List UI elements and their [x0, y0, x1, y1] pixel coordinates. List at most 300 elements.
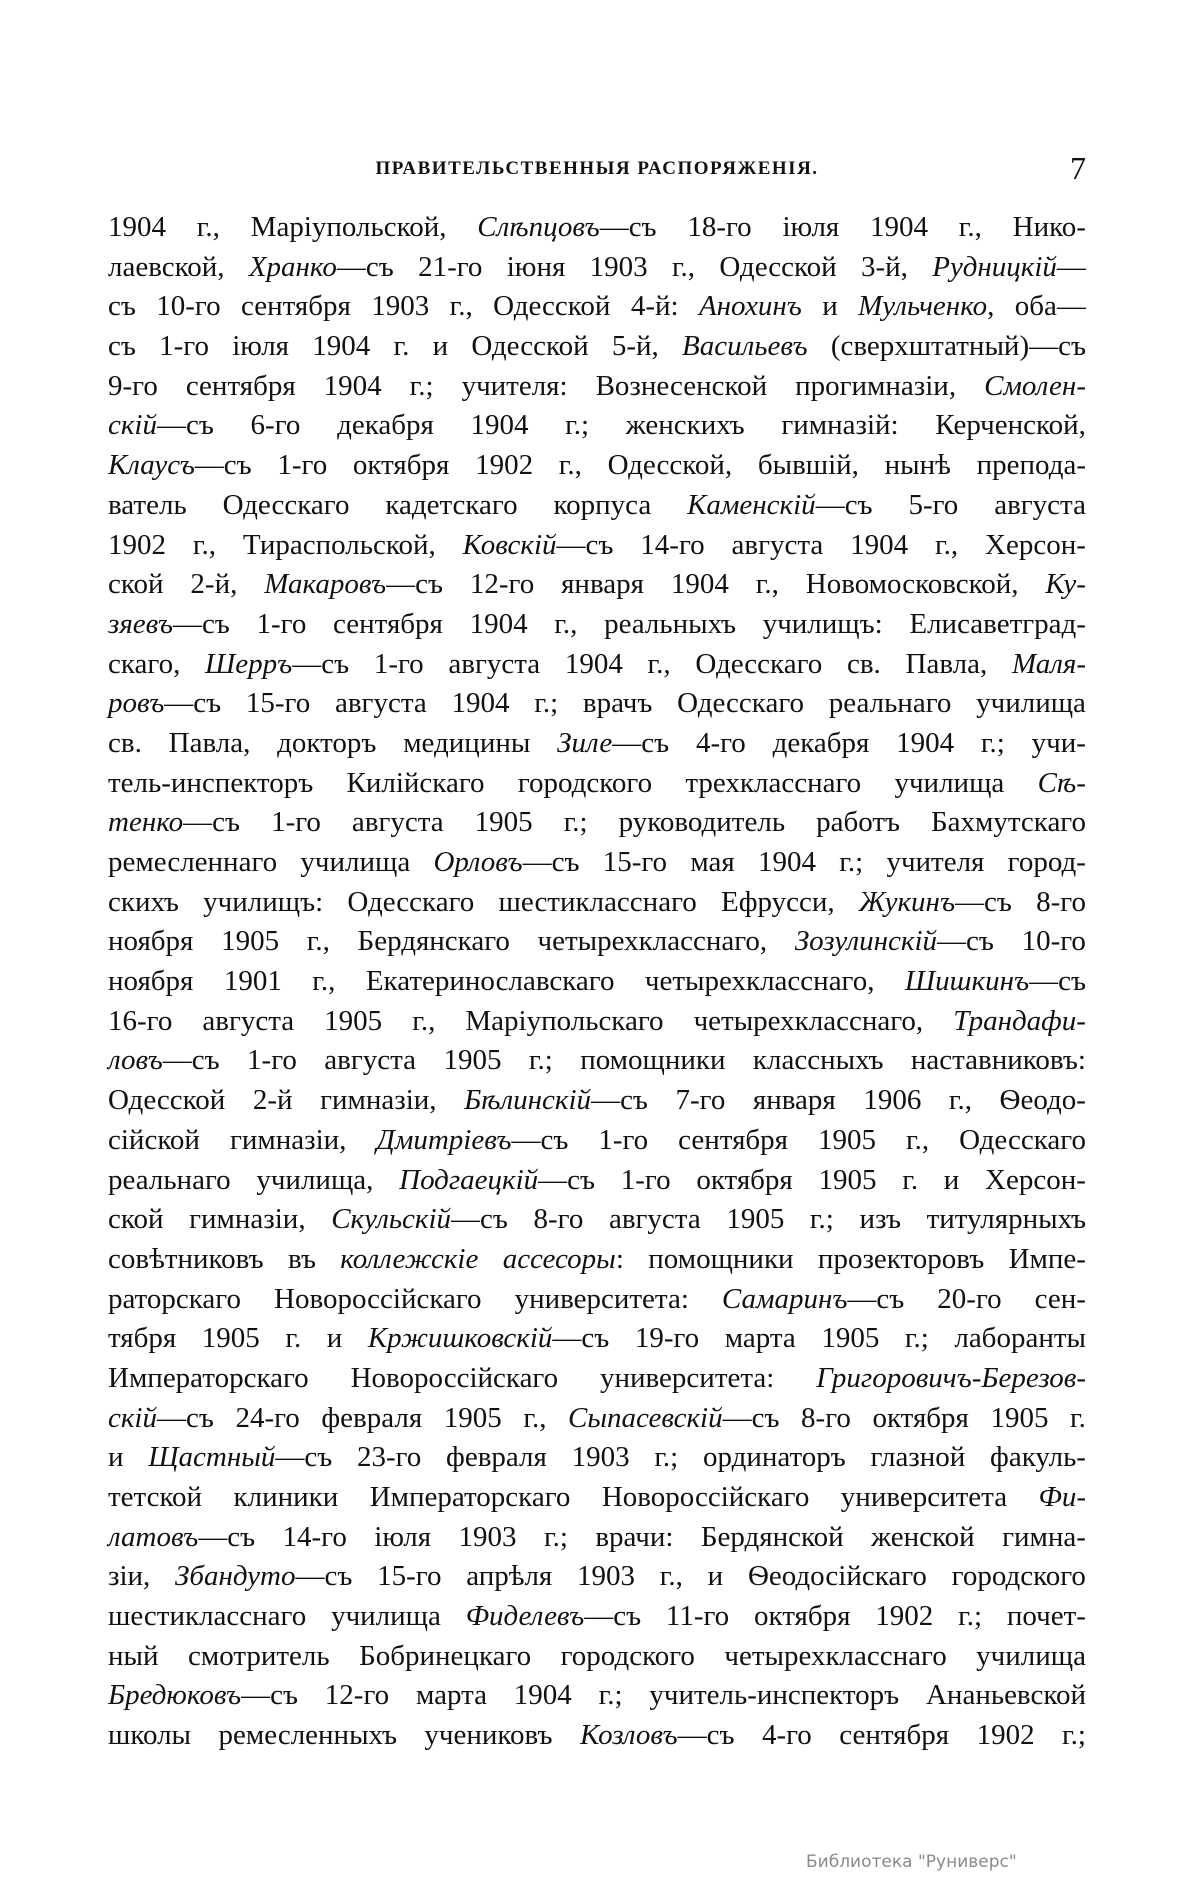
word — [719, 248, 836, 288]
text-run: 1904 — [470, 409, 529, 442]
word — [603, 843, 667, 883]
word — [443, 1041, 501, 1081]
word — [358, 922, 510, 962]
text-run: св. — [108, 726, 142, 759]
text-run: училища, — [256, 1163, 374, 1196]
word — [753, 1041, 884, 1081]
text-run: г. — [393, 330, 410, 363]
text-run: лаевской, — [108, 250, 225, 283]
word — [937, 1280, 1001, 1320]
text-run: 1905 — [443, 1044, 502, 1077]
word — [1022, 922, 1086, 962]
word — [347, 764, 485, 804]
word — [247, 1041, 297, 1081]
text-run: городского — [560, 1639, 695, 1672]
word — [870, 208, 928, 248]
text-run: 1902 — [875, 1600, 934, 1633]
word — [666, 1597, 729, 1637]
word — [249, 248, 394, 288]
text-run: 11-го — [665, 1600, 730, 1633]
text-run: 10-го — [156, 290, 221, 323]
text-run: город- — [1007, 846, 1086, 878]
text-run: гимназіи, — [189, 1203, 306, 1236]
word — [958, 1597, 982, 1637]
text-run: —съ — [336, 250, 394, 283]
text-run: г., — [647, 647, 671, 680]
italic-name: Кржишковскій — [367, 1322, 553, 1355]
word — [108, 208, 166, 248]
text-run: училищъ: — [203, 885, 324, 918]
word — [773, 724, 870, 764]
italic-name: Самаринъ — [721, 1282, 848, 1315]
text-run: школы — [108, 1719, 192, 1752]
text-run: 1903 — [589, 250, 648, 283]
word — [1002, 1518, 1086, 1558]
word — [645, 962, 875, 1002]
word — [829, 684, 952, 724]
word — [433, 327, 449, 367]
text-run: 21-го — [418, 250, 483, 283]
word — [953, 1002, 1086, 1042]
text-run: глазной — [870, 1441, 966, 1474]
word — [580, 1041, 725, 1081]
text-run: 12-го — [324, 1679, 390, 1712]
text-line — [108, 248, 1086, 288]
text-run: ремесленныхъ — [218, 1719, 397, 1752]
text-run: кадетскаго — [385, 488, 518, 521]
text-run: помощники — [580, 1044, 726, 1077]
text-run: —съ — [522, 846, 580, 878]
word — [366, 962, 615, 1002]
text-run: 15-го — [602, 846, 668, 878]
text-run: и — [943, 1163, 960, 1196]
text-run: г.; — [598, 1679, 623, 1712]
text-run: 1903 — [571, 1441, 630, 1474]
word — [561, 565, 644, 605]
word — [471, 327, 588, 367]
text-run: учи- — [1031, 726, 1086, 759]
text-run: —съ — [157, 1401, 214, 1434]
text-run: 7-го — [675, 1084, 726, 1117]
word — [412, 1002, 435, 1042]
word — [781, 406, 898, 446]
word — [981, 724, 1005, 764]
text-run: Вознесенской — [595, 369, 768, 402]
text-run: съ — [108, 330, 136, 363]
word — [635, 1319, 699, 1359]
italic-name: латовъ — [108, 1520, 199, 1553]
word — [565, 406, 589, 446]
word — [544, 1518, 568, 1558]
italic-name: Григоровичъ-Березов- — [816, 1361, 1086, 1394]
text-run: —съ — [591, 1084, 648, 1117]
text-run: 1901 — [223, 965, 282, 998]
word — [169, 724, 251, 764]
text-run: 1905 — [474, 806, 533, 839]
word — [108, 1637, 159, 1677]
text-run: нынѣ — [884, 449, 951, 482]
text-run: г. — [902, 1163, 919, 1196]
text-run: г., — [306, 925, 330, 958]
word — [470, 565, 534, 605]
word — [886, 843, 984, 883]
text-line — [108, 1002, 1086, 1042]
text-run: сентября — [185, 369, 296, 402]
word — [721, 883, 835, 923]
text-line — [108, 565, 1086, 605]
text-run: г.; — [543, 1520, 568, 1553]
text-run: Одесскаго — [347, 885, 475, 918]
text-run: Бахмутскаго — [931, 806, 1086, 839]
word — [626, 406, 745, 446]
italic-name: коллежскіе — [340, 1242, 479, 1275]
text-run: г., — [905, 1123, 930, 1156]
word — [976, 684, 1086, 724]
word — [810, 1200, 834, 1240]
text-run: октября — [872, 1401, 969, 1434]
text-line — [108, 208, 1086, 248]
text-run: 5-го — [908, 488, 959, 521]
word — [660, 1557, 683, 1597]
text-run: 1905 — [726, 1203, 785, 1236]
text-run: г., — [935, 528, 959, 561]
text-run: Императорскаго — [108, 1361, 309, 1394]
word — [763, 605, 883, 645]
text-run: —съ — [1029, 965, 1086, 998]
italic-name: Сыпасевскій — [568, 1401, 723, 1434]
text-run: 9-го — [108, 369, 158, 402]
word — [687, 486, 872, 526]
text-run: Херсон- — [985, 1163, 1086, 1196]
word — [602, 1478, 810, 1518]
text-run: четырехкласснаго, — [693, 1004, 924, 1037]
text-run: г., — [449, 290, 473, 323]
text-run: лаборанты — [954, 1322, 1086, 1355]
text-run: августа — [351, 806, 444, 839]
word — [649, 1676, 899, 1716]
word — [108, 645, 180, 685]
text-run: г., — [312, 965, 336, 998]
text-run: 4-й: — [630, 290, 679, 323]
word — [599, 1676, 623, 1716]
text-run: училища — [976, 1639, 1086, 1672]
word — [748, 1557, 927, 1597]
word — [959, 1121, 1086, 1161]
word — [631, 287, 679, 327]
word — [841, 1478, 1007, 1518]
word — [677, 684, 804, 724]
word — [108, 1359, 309, 1399]
text-run: Одесской — [493, 290, 611, 323]
page-number: 7 — [1070, 150, 1086, 186]
word — [450, 287, 473, 327]
text-run: Одесскаго — [677, 687, 804, 720]
word — [224, 962, 282, 1002]
text-run: — — [1056, 250, 1086, 283]
word — [538, 922, 768, 962]
text-run: Ѳеодосійскаго — [747, 1560, 927, 1593]
text-line — [108, 486, 1086, 526]
italic-name: скій — [108, 1401, 157, 1434]
text-line — [108, 1676, 1086, 1716]
word — [944, 1161, 960, 1201]
text-run: реальнаго — [108, 1163, 231, 1196]
word — [726, 1200, 784, 1240]
italic-name: Бредюковъ — [108, 1679, 242, 1712]
word — [708, 1557, 724, 1597]
text-run: ватель — [108, 488, 187, 521]
word — [327, 1319, 343, 1359]
text-run: г., — [958, 211, 982, 243]
text-line — [108, 1399, 1086, 1439]
text-line — [108, 922, 1086, 962]
text-line — [108, 1041, 1086, 1081]
italic-name: ассесоры — [502, 1242, 616, 1275]
word — [801, 1399, 851, 1439]
text-run: г.; — [565, 409, 590, 442]
word — [202, 1002, 294, 1042]
word — [462, 367, 568, 407]
text-run: и — [432, 330, 449, 363]
text-run: 18-го — [687, 211, 752, 243]
word — [241, 287, 351, 327]
text-run: и — [822, 290, 838, 323]
text-run: городского — [951, 1560, 1086, 1593]
text-run: сентября — [678, 1123, 789, 1156]
word — [818, 1121, 876, 1161]
text-run: ноября — [108, 925, 194, 958]
text-run: 1905 — [821, 1322, 880, 1355]
text-run: Елисаветград- — [909, 607, 1086, 640]
text-run: —съ — [722, 1401, 780, 1434]
text-run: Бердянской — [700, 1520, 844, 1553]
word — [340, 1240, 478, 1280]
text-run: Тираспольской, — [242, 528, 436, 561]
text-run: августа — [334, 687, 427, 720]
text-run: 1904 — [564, 647, 623, 680]
word — [1045, 565, 1086, 605]
text-line — [108, 1280, 1086, 1320]
word — [232, 327, 289, 367]
word — [756, 565, 779, 605]
text-run: —съ — [815, 488, 873, 521]
word — [475, 446, 533, 486]
word — [186, 367, 296, 407]
word — [307, 922, 330, 962]
word — [493, 287, 610, 327]
word — [871, 1438, 966, 1478]
text-run: шестикласснаго — [498, 885, 697, 918]
text-run: 1-го — [620, 1163, 671, 1196]
text-run: г.; — [1062, 1719, 1086, 1752]
word — [251, 208, 447, 248]
text-run: и — [108, 1441, 124, 1474]
text-run: —съ — [847, 1282, 905, 1315]
text-run: реальныхъ — [604, 607, 737, 640]
word — [590, 248, 648, 288]
word — [205, 645, 349, 685]
text-line — [108, 764, 1086, 804]
text-line — [108, 1359, 1086, 1399]
text-run: гимназіи, — [320, 1084, 437, 1117]
word — [725, 1319, 796, 1359]
text-run: Павла, — [168, 726, 251, 759]
word — [902, 1161, 918, 1201]
text-run: г.; — [958, 1600, 983, 1633]
word — [274, 1280, 482, 1320]
word — [831, 327, 1086, 367]
word — [818, 1240, 984, 1280]
text-run: 1905 — [324, 1004, 383, 1037]
text-run: Императорскаго — [369, 1481, 571, 1513]
text-run: бывшій, — [757, 449, 859, 482]
text-line — [108, 645, 1086, 685]
italic-name: Скульскій — [331, 1203, 452, 1236]
italic-name: Бѣлинскій — [464, 1084, 592, 1117]
word — [695, 645, 822, 685]
text-run: мая — [690, 846, 735, 878]
text-run: училища — [331, 1600, 441, 1633]
text-run: г. — [285, 1322, 302, 1355]
text-run: 1-го — [277, 449, 328, 482]
text-run: —съ — [677, 1719, 735, 1752]
word — [722, 1280, 904, 1320]
text-run: 8-го — [1036, 885, 1086, 918]
word — [347, 883, 474, 923]
word — [932, 248, 1086, 288]
text-run: Одесскаго — [959, 1123, 1086, 1156]
text-run: г., — [671, 250, 696, 283]
word — [203, 883, 323, 923]
text-run: 1903 — [371, 290, 430, 323]
text-line — [108, 1161, 1086, 1201]
word — [911, 1041, 1086, 1081]
word — [418, 248, 482, 288]
word — [507, 248, 566, 288]
text-run: —съ — [538, 1163, 596, 1196]
text-run: Ананьевской — [925, 1679, 1086, 1712]
text-run: 8-го — [801, 1401, 851, 1434]
text-run: г., — [523, 1401, 547, 1434]
text-run: Павла, — [905, 647, 988, 680]
word — [463, 526, 614, 566]
italic-name: Збандуто — [175, 1560, 296, 1593]
text-line — [108, 1200, 1086, 1240]
text-run: совѣтниковъ — [108, 1242, 264, 1275]
italic-name: Анохинъ — [698, 290, 802, 323]
word — [795, 922, 994, 962]
text-run: 16-го — [108, 1004, 173, 1037]
italic-name: Трандафи- — [953, 1004, 1086, 1037]
word — [108, 1597, 306, 1637]
word — [523, 1399, 546, 1439]
text-line — [108, 962, 1086, 1002]
word — [1008, 843, 1086, 883]
word — [108, 922, 193, 962]
word — [559, 446, 582, 486]
word — [859, 1200, 900, 1240]
word — [931, 803, 1086, 843]
text-run: августа — [324, 1044, 417, 1077]
text-run: Килійскаго — [346, 766, 485, 799]
word — [288, 1240, 316, 1280]
italic-name: Щастный — [148, 1441, 276, 1474]
text-run: св. — [846, 647, 881, 680]
word — [325, 1676, 389, 1716]
word — [108, 287, 136, 327]
italic-name: Орловъ — [433, 846, 523, 878]
text-run: 1-го — [247, 1044, 297, 1077]
text-run: тель-инспекторъ — [108, 766, 314, 799]
text-run: Одесской — [719, 250, 837, 283]
word — [839, 1716, 949, 1756]
word — [235, 1399, 299, 1439]
text-run: зіи, — [108, 1560, 151, 1593]
text-run: февраля — [321, 1401, 423, 1434]
text-run: сен- — [1034, 1282, 1086, 1315]
word — [333, 605, 443, 645]
word — [984, 367, 1086, 407]
word — [108, 1438, 124, 1478]
word — [871, 1518, 975, 1558]
word — [108, 446, 252, 486]
text-line — [108, 1597, 1086, 1637]
text-run: февраля — [446, 1441, 547, 1474]
text-run: учителя — [886, 846, 985, 878]
italic-name: Подгаецкій — [399, 1163, 539, 1196]
text-line — [108, 1637, 1086, 1677]
word — [444, 1399, 502, 1439]
text-line — [108, 1518, 1086, 1558]
text-run: г., — [659, 1560, 683, 1593]
text-line — [108, 1240, 1086, 1280]
text-run: Екатеринославскаго — [365, 965, 615, 998]
word — [1032, 724, 1086, 764]
italic-name: Хранко — [248, 250, 337, 283]
text-run: —съ — [157, 409, 214, 442]
text-run: гимна- — [1002, 1520, 1086, 1553]
text-run: января — [561, 568, 644, 601]
word — [253, 1081, 293, 1121]
text-run: Бобринецкаго — [359, 1639, 532, 1672]
italic-name: Смолен- — [984, 369, 1086, 402]
word — [108, 1557, 150, 1597]
text-line — [108, 803, 1086, 843]
word — [703, 1438, 846, 1478]
word — [672, 248, 695, 288]
word — [470, 605, 528, 645]
text-line — [108, 1716, 1086, 1756]
text-run: г.; — [839, 846, 864, 878]
text-run: гимназіи, — [229, 1123, 347, 1156]
text-run: 23-го — [356, 1441, 422, 1474]
text-run: сентября — [241, 290, 351, 323]
word — [243, 526, 436, 566]
word — [1007, 1597, 1086, 1637]
word — [477, 208, 656, 248]
word — [515, 1280, 689, 1320]
text-run: Одесской — [471, 330, 589, 363]
text-run: —съ — [292, 647, 350, 680]
word — [863, 1081, 921, 1121]
text-run: 1905 — [990, 1401, 1049, 1434]
word — [580, 1716, 735, 1756]
text-run: женской — [871, 1520, 975, 1553]
library-watermark: Библиотека "Руниверс" — [806, 1852, 1017, 1872]
text-run: 1905 — [443, 1401, 502, 1434]
word — [108, 248, 225, 288]
word — [108, 406, 214, 446]
